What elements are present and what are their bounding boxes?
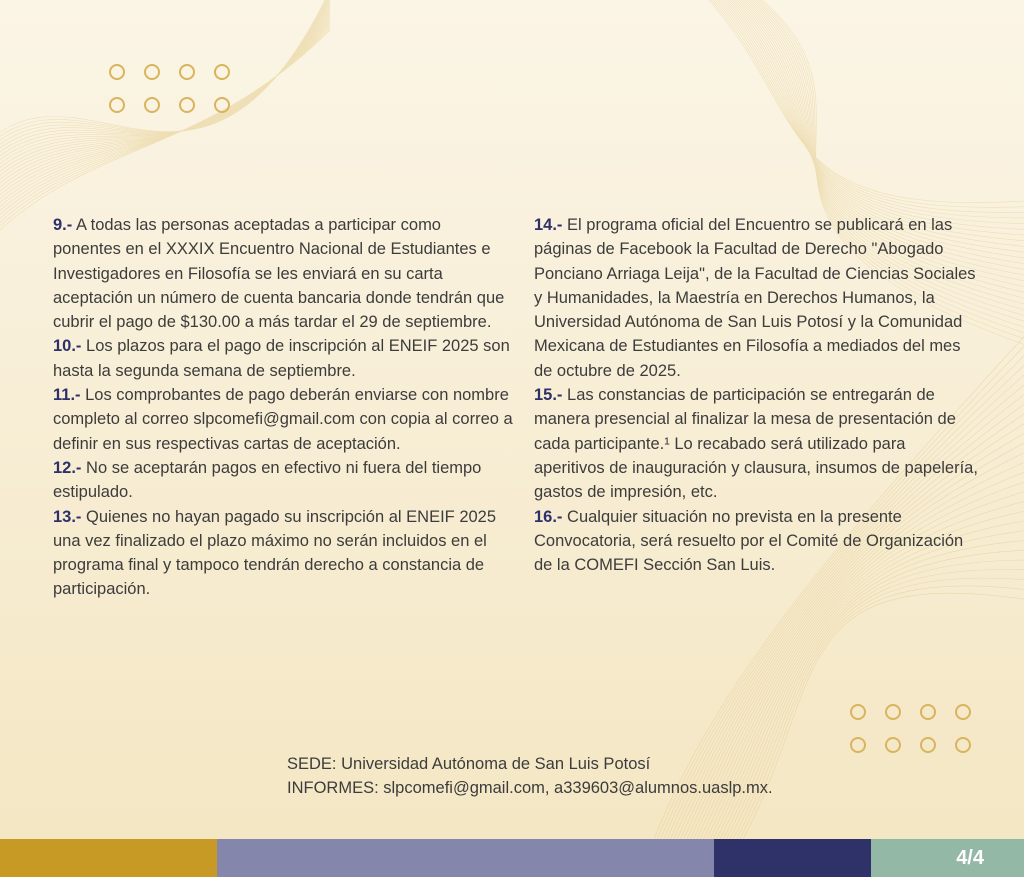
informes-text: INFORMES: slpcomefi@gmail.com, a339603@alumnos.uaslp.mx. <box>287 779 773 797</box>
item-10: 10.- Los plazos para el pago de inscripción al ENEIF 2025 son hasta la segunda semana de septiembre. <box>53 337 510 380</box>
color-bar-sage <box>871 839 1024 877</box>
item-11: 11.- Los comprobantes de pago deberán enviarse con nombre completo al correo slpcomefi@gmail.com con copia al correo a definir en sus respectivas cartas de aceptación. <box>53 386 513 453</box>
item-9: 9.- A todas las personas aceptadas a participar como ponentes en el XXXIX Encuentro Nacional de Estudiantes e Investigadores en Filosofía se les enviará en su carta aceptación un número de cuenta bancaria donde tendrán que cubrir el pago de $130.00 a más tardar el 29 de septiembre. <box>53 216 505 332</box>
left-column <box>53 213 513 602</box>
sede-text: SEDE: Universidad Autónoma de San Luis Potosí <box>287 755 651 773</box>
item-14: 14.- El programa oficial del Encuentro se publicará en las páginas de Facebook la Facultad de Derecho "Abogado Ponciano Arriaga Leija", de la Facultad de Ciencias Sociales y Humanidades, la Maestría en Derechos Humanos, la Universidad Autónoma de San Luis Potosí y la Comunidad Mexicana de Estudiantes en Filosofía a mediados del mes de octubre de 2025. <box>534 216 976 380</box>
footer-info <box>287 752 773 800</box>
dots-decoration-bottom <box>850 704 971 753</box>
color-bar-gold <box>0 839 217 877</box>
dots-decoration-top <box>109 64 230 113</box>
item-13: 13.- Quienes no hayan pagado su inscripción al ENEIF 2025 una vez finalizado el plazo máximo no serán incluidos en el programa final y tampoco tendrán derecho a constancia de participación. <box>53 507 497 599</box>
item-15: 15.- Las constancias de participación se entregarán de manera presencial al finalizar la mesa de presentación de cada participante.¹ Lo recabado será utilizado para aperitivos de inauguración y clausura, insumos de papelería, gastos de impresión, etc. <box>534 386 978 502</box>
item-16: 16.- Cualquier situación no prevista en la presente Convocatoria, será resuelto por el Comité de Organización de la COMEFI Sección San Luis. <box>534 507 964 575</box>
page-number: 4/4 <box>956 847 984 869</box>
color-bar-navy <box>714 839 871 877</box>
color-bar-lavender <box>217 839 714 877</box>
item-12: 12.- No se aceptarán pagos en efectivo ni fuera del tiempo estipulado. <box>53 458 482 502</box>
right-column <box>534 213 979 577</box>
